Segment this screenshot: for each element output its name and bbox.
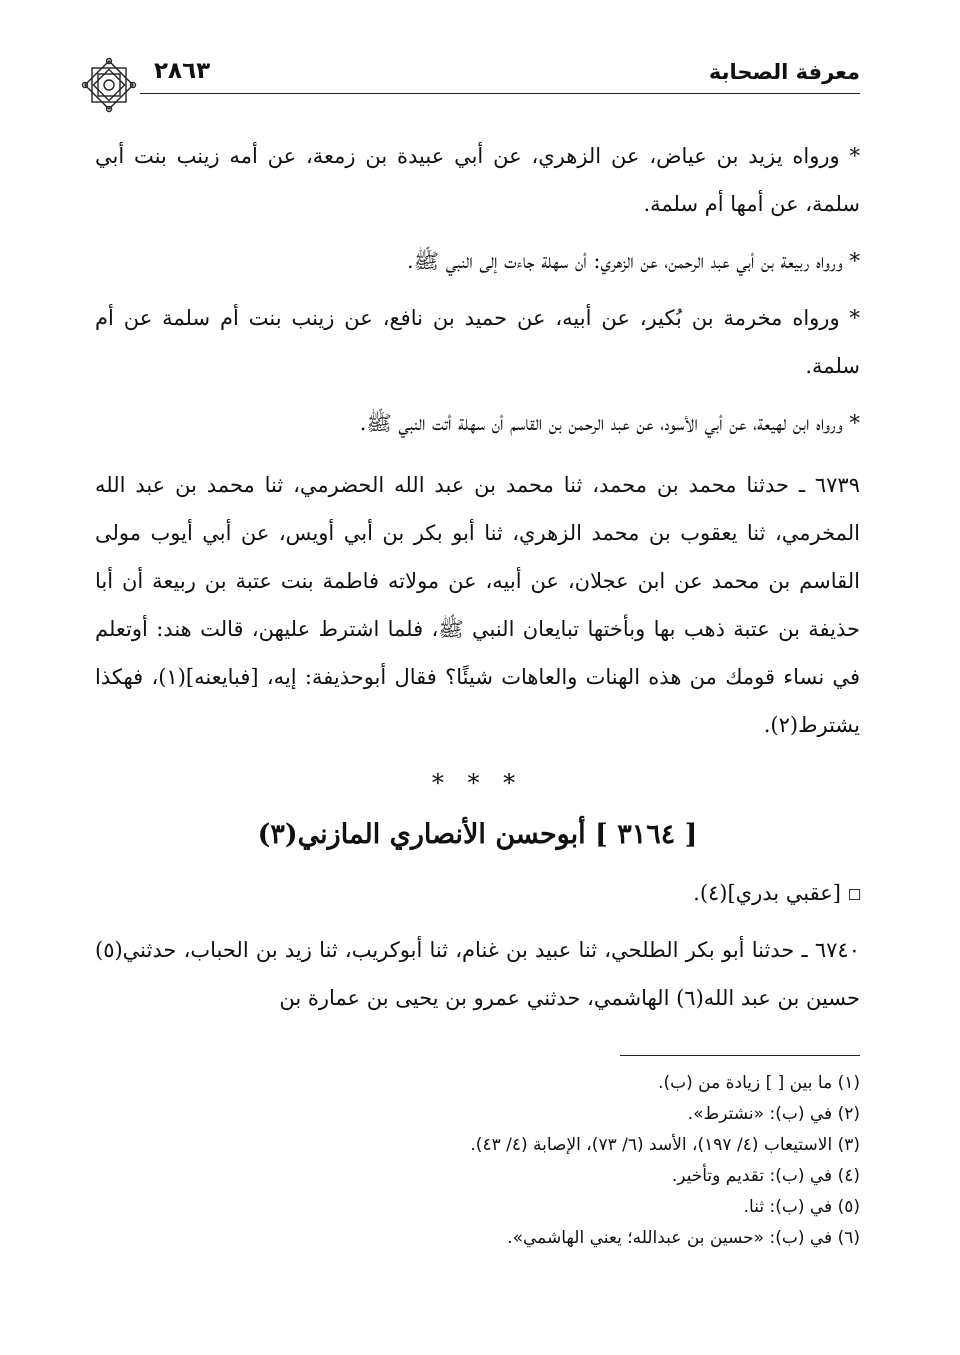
footnote-2: (٢) في (ب): «نشترط». [687, 1104, 860, 1124]
main-text [95, 132, 860, 1031]
footnote-1: (١) ما بين [ ] زيادة من (ب). [658, 1073, 860, 1093]
paragraph-narration-2: * ورواه ربيعة بن أبي عبد الرحمن، عن الزهري: أن سهلة جاءت إلى النبي ﷺ. [406, 249, 860, 273]
paragraph-narration-3: * ورواه مخرمة بن بُكير، عن أبيه، عن حميد بن نافع، عن زينب بنت أم سلمة عن أم سلمة. [95, 306, 860, 378]
arabesque-star-ornament-icon [80, 56, 138, 114]
paragraph-narration-4: * ورواه ابن لهيعة، عن أبي الأسود، عن عبد الرحمن بن القاسم أن سهلة أتت النبي ﷺ. [359, 411, 860, 435]
footnote-5: (٥) في (ب): ثنا. [743, 1197, 860, 1217]
header-rule [140, 93, 860, 94]
paragraph-hadith-6740: ٦٧٤٠ ـ حدثنا أبو بكر الطلحي، ثنا عبيد بن غنام، ثنا أبوكريب، ثنا زيد بن الحباب، حدثني(٥) حسين بن عبد الله(٦) الهاشمي، حدثني عمرو بن يحيى بن عمارة بن [95, 938, 860, 1010]
chapter-heading: [ ٣١٦٤ ] أبوحسن الأنصاري المازني(٣) [257, 819, 698, 850]
header-title: معرفة الصحابة [708, 60, 860, 84]
footnote-6: (٦) في (ب): «حسين بن عبدالله؛ يعني الهاشمي». [507, 1228, 860, 1248]
paragraph-hadith-6739: ٦٧٣٩ ـ حدثنا محمد بن محمد، ثنا محمد بن عبد الله الحضرمي، ثنا محمد بن عبد الله المخرمي، ثنا يعقوب بن محمد الزهري، ثنا أبو بكر بن أبي أويس، عن أبي أيوب مولى القاسم بن محمد عن ابن عجلان، عن أبيه، عن مولاته فاطمة بنت عتبة بن ربيعة أن أبا حذيفة بن عتبة ذهب بها وبأختها تبايعان النبي ﷺ، فلما اشترط عليهن، قالت هند: أوتعلم في نساء قومك من هذه الهنات والعاهات شيئًا؟ فقال أبوحذيفة: إيه، [فبايعنه](١)، فهكذا يشترط(٢). [95, 473, 860, 737]
footnote-rule [620, 1055, 860, 1056]
footnotes [200, 1068, 860, 1254]
footnote-3: (٣) الاستيعاب (٤/ ١٩٧)، الأسد (٦/ ٧٣)، الإصابة (٤/ ٤٣). [470, 1135, 860, 1155]
square-bullet-icon [849, 889, 860, 900]
note-line-text: [عقبي بدري](٤). [693, 881, 841, 905]
footnote-4: (٤) في (ب): تقديم وتأخير. [671, 1166, 860, 1186]
note-line [95, 869, 860, 917]
section-separator: * * * [431, 769, 524, 797]
page-number: ٢٨٦٣ [154, 58, 211, 84]
paragraph-narration-1: * ورواه يزيد بن عياض، عن الزهري، عن أبي عبيدة بن زمعة، عن أمه زينب بنت أبي سلمة، عن أمها أم سلمة. [95, 144, 860, 216]
